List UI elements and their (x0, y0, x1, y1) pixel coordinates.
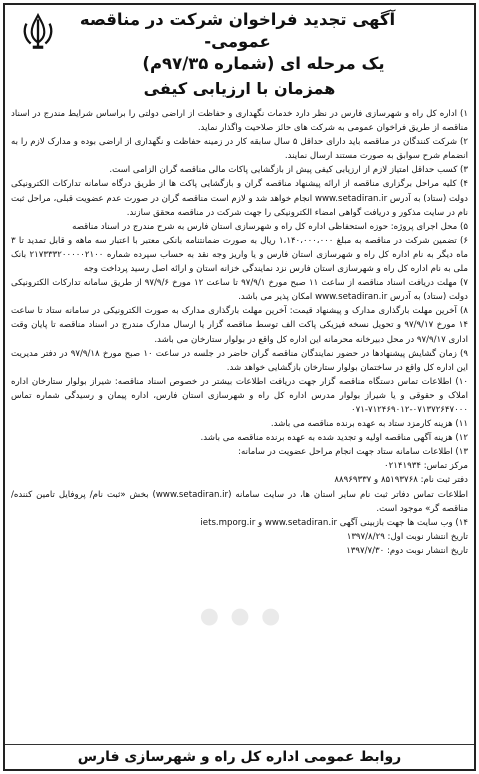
notice-item: ۴) کلیه مراحل برگزاری مناقصه از ارائه پیشنهاد مناقصه گران و بازگشایی پاکت ها از طریق درگاه سامانه تدارکات الکترونیکی دولت (ستاد) به آدرس www.setadiran.ir انجام خواهد شد و لازم است مناقصه گران در صورت عدم عضویت قبلی، مراحل ثبت نام در سایت مذکور و دریافت گواهی امضاء الکترونیکی را جهت شرکت در مناقصه محقق سازند. (11, 179, 469, 218)
notice-subtitle: یک مرحله ای (شماره ۹۷/۳۵م) (142, 54, 385, 73)
notice-item: ۱۳) اطلاعات سامانه ستاد جهت انجام مراحل عضویت در سامانه: (238, 447, 468, 458)
notice-item: مرکز تماس: ۰۲۱۴۱۹۳۴ (384, 461, 468, 472)
notice-header (11, 9, 468, 107)
notice-item: دفتر ثبت نام: ۸۵۱۹۳۷۶۸ و ۸۸۹۶۹۳۳۷ (334, 475, 468, 486)
notice-item: ۳) کسب حداقل امتیاز لازم از ارزیابی کیفی پیش از بازگشایی پاکات مالی مناقصه گران الزامی است. (109, 165, 468, 176)
notice-title: آگهی تجدید فراخوان شرکت در مناقصه عمومی- (79, 10, 396, 51)
notice-item: تاریخ انتشار نوبت دوم: ۱۳۹۷/۷/۳۰ (346, 545, 468, 556)
notice-item: ۹) زمان گشایش پیشنهادها در حضور نمایندگان مناقصه گران حاضر در جلسه در ساعت ۱۰ صبح مورخ ۹۷/۹/۱۸ در دفتر مدیریت این اداره کل واقع در ساختمان بولوار ستارخان بازگشایی خواهد شد. (11, 348, 469, 373)
notice-item: تاریخ انتشار نوبت اول: ۱۳۹۷/۸/۲۹ (346, 531, 468, 542)
notice-item: ۱۲) هزینه آگهی مناقصه اولیه و تجدید شده به عهده برنده مناقصه می باشد. (200, 433, 468, 444)
iran-emblem-icon (17, 11, 59, 53)
notice-item: ۶) تضمین شرکت در مناقصه به مبلغ ۱،۱۴۰،۰۰۰،۰۰۰ ریال به صورت ضمانتنامه بانکی معتبر با اعتبار سه ماهه و قابل تمدید تا ۳ ماه دیگر به نام اداره کل راه و شهرسازی استان فارس و یا واریز وجه نقد به حساب سپرده شماره ۲۱۷۳۳۳۲۰۰۰۰۰۲۱۰۰ بانک ملی به نام اداره کل راه و شهرسازی استان فارس نزد نمایندگی خزانه استان و ارائه اصل رسید پرداخت وجه (11, 235, 469, 275)
notice-item: ۵) محل اجرای پروژه: حوزه استحفاظی اداره کل راه و شهرسازی استان فارس به شرح مندرج در اسناد مناقصه (72, 221, 468, 232)
notice-item: ۸) آخرین مهلت بارگذاری مدارک و پیشنهاد قیمت: آخرین مهلت بارگذاری مدارک به صورت الکترونیکی در سامانه ستاد تا ساعت ۱۴ مورخ ۹۷/۹/۱۷ و تحویل نسخه فیزیکی پاکت الف توسط مناقصه گزار یا ارسال مدارک مندرج در اسناد مناقصه تا پایان وقت اداری ۹۷/۹/۱۷ در محل دبیرخانه محرمانه این اداره کل واقع در بولوار ستارخان می باشد. (11, 306, 468, 345)
notice-item: ۲) شرکت کنندگان در مناقصه باید دارای حداقل ۵ سال سابقه کار در زمینه حفاظت و نگهداری از اراضی بوده و مدارک لازم را به انضمام شرح سوابق به صورت مستند ارسال نمایند. (11, 137, 468, 162)
notice-tagline: همزمان با ارزیابی کیفی (143, 79, 336, 98)
notice-item: ۷) مهلت دریافت اسناد مناقصه از ساعت ۱۱ صبح مورخ ۹۷/۹/۱ تا ساعت ۱۲ مورخ ۹۷/۹/۶ از طریق سامانه تدارکات الکترونیکی دولت (ستاد) به آدرس www.setadiran.ir امکان پذیر می باشد. (11, 278, 469, 303)
notice-item: ۱) اداره کل راه و شهرسازی فارس در نظر دارد خدمات نگهداری و حفاظت از اراضی دولتی را براساس شرایط مندرج در اسناد مناقصه از طریق فراخوان عمومی به شرکت های حائز صلاحیت واگذار نماید. (11, 109, 468, 134)
notice-footer: روابط عمومی اداره کل راه و شهرسازی فارس (5, 744, 474, 765)
notice-page (3, 3, 476, 771)
svg-text:•••: ••• (193, 591, 287, 647)
notice-item: ۱۴) وب سایت ها جهت بازبینی آگهی www.setadiran.ir و iets.mporg.ir (200, 517, 468, 528)
notice-item: ۱۰) اطلاعات تماس دستگاه مناقصه گزار جهت دریافت اطلاعات بیشتر در خصوص اسناد مناقصه: شیراز بولوار ستارخان اداره املاک و حقوقی و یا شیراز بولوار مدرس اداره کل راه و شهرسازی استان فارس، اداره پیمان و رسیدگی شماره تماس ۰۷۱۳۷۲۶۴۷۰۰۰-۷۱۲۴۶۹۰۱۲-۰۷۱ (11, 376, 468, 415)
notice-item: اطلاعات تماس دفاتر ثبت نام سایر استان ها، در سایت سامانه (www.setadiran.ir) بخش «ثبت نام/ پروفایل تامین کننده/ مناقصه گر» موجود است. (11, 489, 468, 514)
notice-item: ۱۱) هزینه کارمزد ستاد به عهده برنده مناقصه می باشد. (270, 419, 468, 430)
notice-body (11, 107, 468, 558)
